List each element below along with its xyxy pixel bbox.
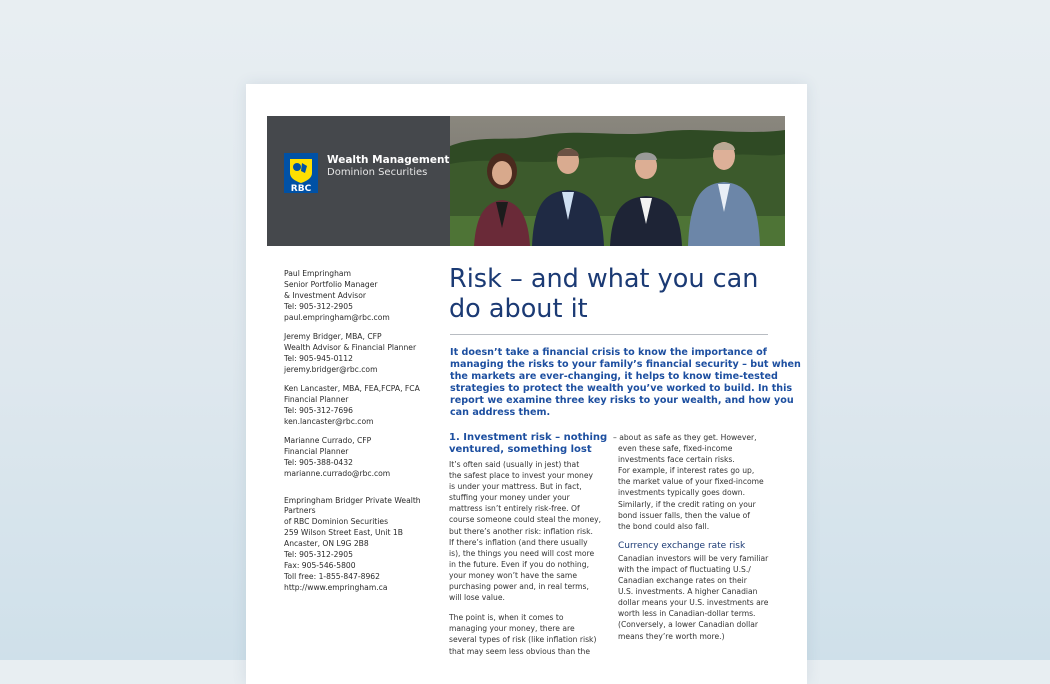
article-title: [449, 264, 779, 324]
contact-line: Tel: 905-312-2905: [284, 302, 353, 311]
body-line: For example, if interest rates go up,: [618, 466, 755, 476]
contact-line: Tel: 905-312-7696: [284, 406, 353, 415]
body-line: but there’s another risk: inflation risk.: [449, 526, 593, 536]
contact-line: Financial Planner: [284, 395, 349, 404]
body-line: investments face certain risks.: [618, 455, 735, 465]
contact-name: Ken Lancaster, MBA, FEA,FCPA, FCA: [284, 384, 420, 393]
body-line: the safest place to invest your money: [449, 471, 594, 481]
subsection-heading: Currency exchange rate risk: [618, 540, 746, 551]
body-line: (Conversely, a lower Canadian dollar: [618, 620, 759, 630]
body-line: dollar means your U.S. investments are: [618, 598, 769, 608]
body-line: If there’s inflation (and there usually: [449, 537, 588, 547]
contact-line: & Investment Advisor: [284, 291, 366, 300]
body-line: It’s often said (usually in jest) that: [449, 460, 580, 469]
body-line: even these safe, fixed-income: [618, 444, 733, 454]
body-line: your money won’t have the same: [449, 570, 577, 580]
body-line: Canadian exchange rates on their: [618, 576, 747, 586]
header-banner: [267, 116, 785, 246]
title-line: do about it: [449, 294, 588, 324]
contact-email[interactable]: paul.empringham@rbc.com: [284, 313, 390, 322]
body-line: purchasing power and, in real terms,: [449, 582, 589, 592]
contact-email[interactable]: marianne.currado@rbc.com: [284, 469, 391, 478]
article-intro: [450, 347, 801, 419]
article-column-left: [449, 432, 609, 657]
title-divider: [450, 334, 768, 335]
body-line: Canadian investors will be very familiar: [618, 553, 769, 563]
office-line: Tel: 905-312-2905: [284, 550, 353, 559]
intro-line: managing the risks to your family’s financial security – but when: [450, 359, 801, 370]
office-line: of RBC Dominion Securities: [284, 517, 389, 526]
body-line: with the impact of fluctuating U.S./: [618, 564, 751, 574]
office-address: [284, 495, 436, 593]
office-line: Ancaster, ON L9G 2B8: [284, 539, 369, 548]
contact-name: Paul Empringham: [284, 269, 351, 278]
contacts-column: [284, 268, 436, 593]
office-line: Fax: 905-546-5800: [284, 561, 356, 570]
body-line: course someone could steal the money,: [449, 515, 602, 525]
office-line: Partners: [284, 506, 316, 515]
body-line: U.S. investments. A higher Canadian: [618, 587, 758, 597]
body-line: is), the things you need will cost more: [449, 548, 595, 558]
contact-line: Tel: 905-945-0112: [284, 354, 353, 363]
contact-name: Jeremy Bridger, MBA, CFP: [284, 332, 382, 341]
office-line: Toll free: 1-855-847-8962: [284, 572, 380, 581]
contact-name: Marianne Currado, CFP: [284, 436, 372, 445]
rbc-logo-icon: [284, 153, 318, 193]
contact-card: [284, 268, 436, 323]
brand-name: Wealth Management: [327, 154, 450, 166]
body-line: – about as safe as they get. However,: [613, 433, 757, 442]
intro-line: It doesn’t take a financial crisis to know the importance of: [450, 347, 767, 358]
intro-line: report we examine three key risks to your wealth, and how you: [450, 395, 794, 406]
body-line: the bond could also fall.: [618, 521, 710, 531]
body-line: worth less in Canadian-dollar terms.: [618, 609, 756, 619]
contact-email[interactable]: jeremy.bridger@rbc.com: [284, 365, 378, 374]
office-line: 259 Wilson Street East, Unit 1B: [284, 528, 403, 537]
brand-subname: Dominion Securities: [327, 167, 428, 178]
section-heading-line: ventured, something lost: [449, 444, 592, 455]
body-line: in the future. Even if you do nothing,: [449, 559, 589, 569]
office-line: Empringham Bridger Private Wealth: [284, 496, 421, 505]
contact-line: Financial Planner: [284, 447, 349, 456]
intro-line: the markets are ever-changing, it helps to know time-tested: [450, 371, 778, 382]
article-column-right: [613, 432, 773, 642]
contact-email[interactable]: ken.lancaster@rbc.com: [284, 417, 374, 426]
body-line: bond issuer falls, then the value of: [618, 510, 750, 520]
body-line: will lose value.: [449, 593, 505, 603]
body-line: means they’re worth more.): [618, 631, 725, 641]
section-heading: [449, 432, 609, 456]
contact-card: [284, 331, 436, 375]
body-line: that may seem less obvious than the: [449, 646, 591, 656]
contact-card: [284, 435, 436, 479]
body-line: mattress isn’t entirely risk-free. Of: [449, 504, 580, 514]
office-website[interactable]: http://www.empringham.ca: [284, 583, 388, 592]
body-line: is under your mattress. But in fact,: [449, 482, 582, 492]
body-line: investments typically goes down.: [618, 488, 746, 498]
intro-line: strategies to protect the wealth you’ve worked to build. In this: [450, 383, 793, 394]
title-line: Risk – and what you can: [449, 264, 759, 294]
contact-line: Tel: 905-388-0432: [284, 458, 353, 467]
contact-line: Senior Portfolio Manager: [284, 280, 378, 289]
team-photo: [450, 116, 785, 246]
body-line: several types of risk (like inflation risk): [449, 635, 597, 645]
contact-line: Wealth Advisor & Financial Planner: [284, 343, 417, 352]
section-heading-line: 1. Investment risk – nothing: [449, 432, 608, 443]
intro-line: can address them.: [450, 407, 551, 418]
body-line: Similarly, if the credit rating on your: [618, 499, 756, 509]
body-line: stuffing your money under your: [449, 493, 570, 503]
body-line: managing your money, there are: [449, 624, 575, 634]
body-line: The point is, when it comes to: [449, 613, 564, 623]
body-line: the market value of your fixed-income: [618, 477, 764, 487]
logo-text: RBC: [290, 184, 312, 193]
document-page: [246, 84, 807, 684]
contact-card: [284, 383, 436, 427]
